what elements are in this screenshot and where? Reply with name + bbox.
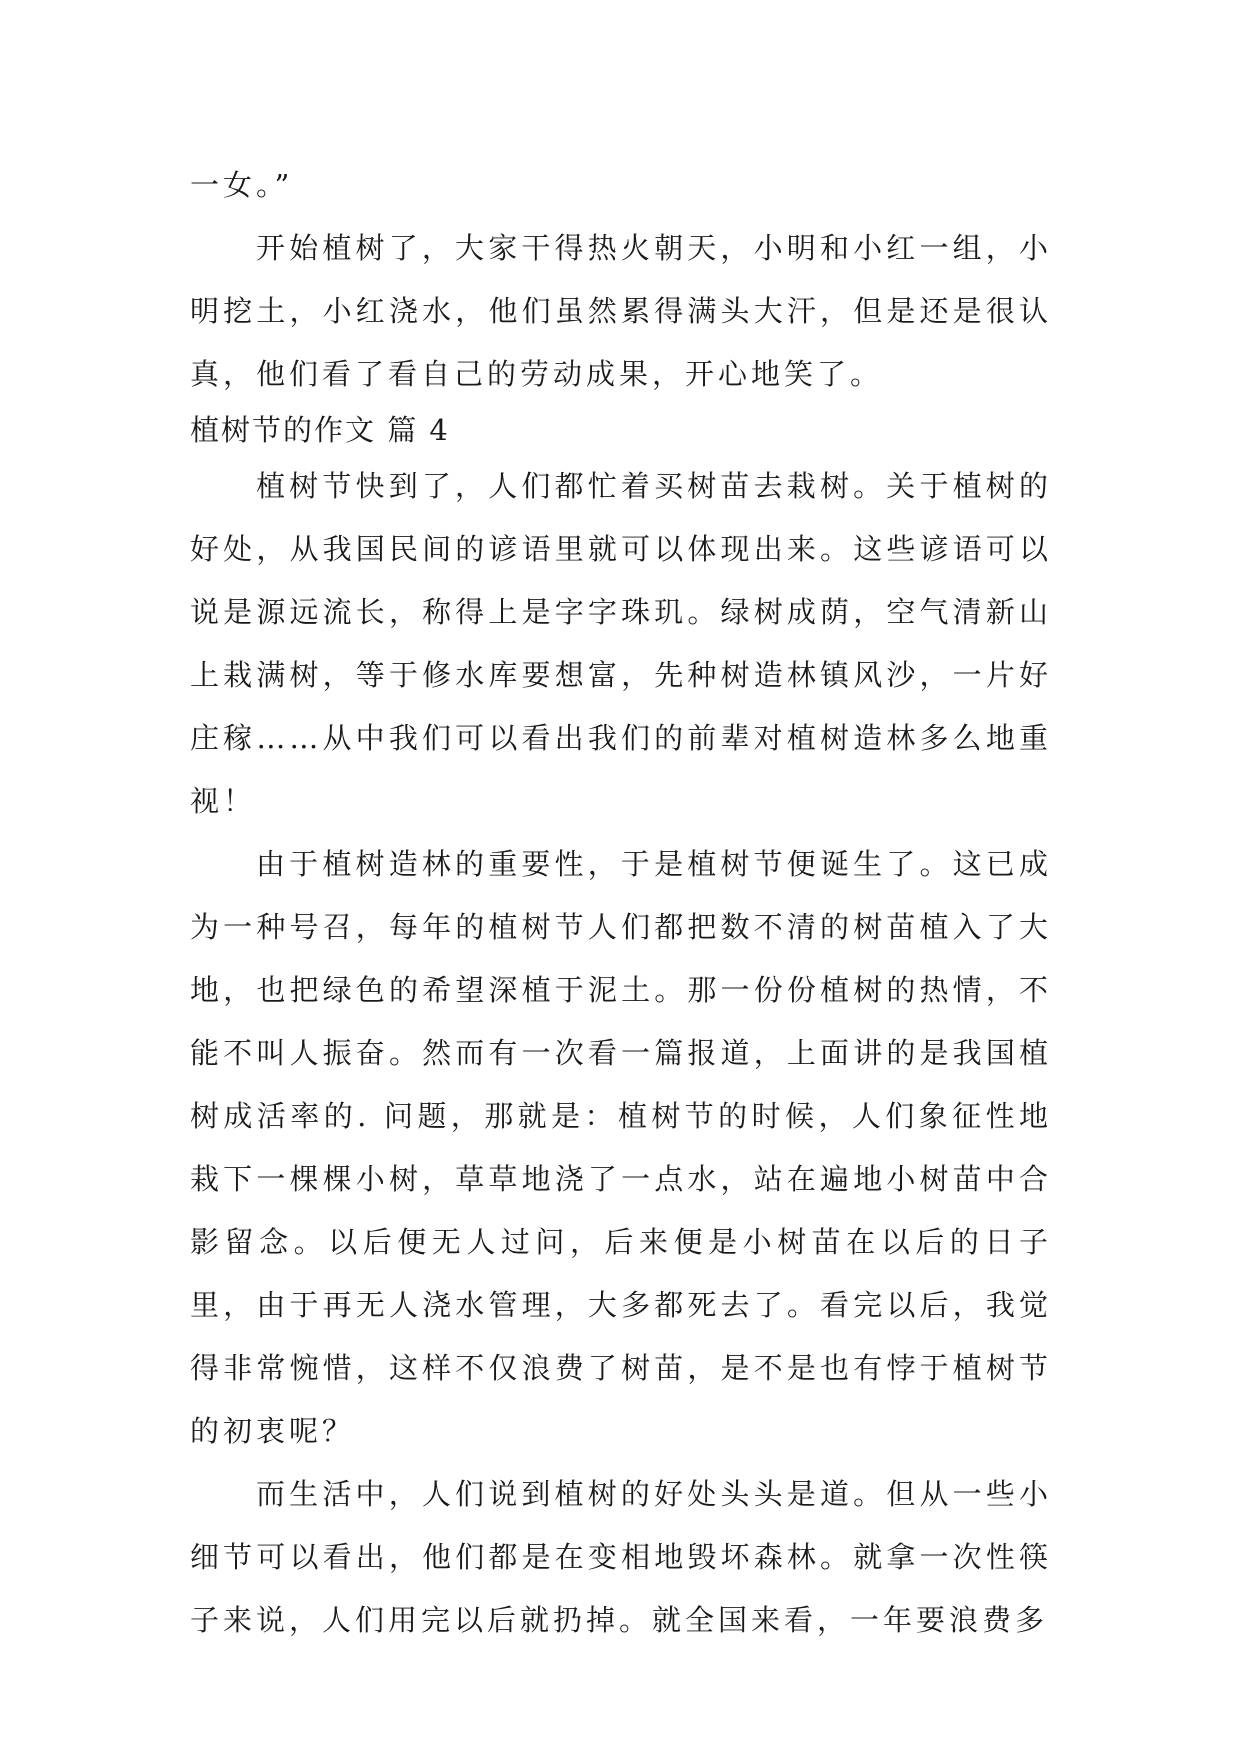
paragraph: 开始植树了，大家干得热火朝天，小明和小红一组，小明挖土，小红浇水，他们虽然累得满头大汗，但是还是很认真，他们看了看自己的劳动成果，开心地笑了。 [190,231,1052,391]
document-body [190,154,1052,1652]
paragraph-continuation: 一女。” [190,168,294,202]
essay-heading: 植树节的作文 篇 4 [190,413,450,447]
paragraph: 由于植树造林的重要性，于是植树节便诞生了。这已成为一种号召，每年的植树节人们都把数不清的树苗植入了大地，也把绿色的希望深植于泥土。那一份份植树的热情，不能不叫人振奋。然而有一次看一篇报道，上面讲的是我国植树成活率的. 问题，那就是：植树节的时候，人们象征性地栽下一棵棵小树，草草地浇了一点水，站在遍地小树苗中合影留念。以后便无人过问，后来便是小树苗在以后的日子里，由于再无人浇水管理，大多都死去了。看完以后，我觉得非常惋惜，这样不仅浪费了树苗，是不是也有悖于植树节的初衷呢？ [190,847,1052,1448]
paragraph: 植树节快到了，人们都忙着买树苗去栽树。关于植树的好处，从我国民间的谚语里就可以体现出来。这些谚语可以说是源远流长，称得上是字字珠玑。绿树成荫，空气清新山上栽满树，等于修水库要想富，先种树造林镇风沙，一片好庄稼……从中我们可以看出我们的前辈对植树造林多么地重视！ [190,469,1052,818]
paragraph: 而生活中，人们说到植树的好处头头是道。但从一些小细节可以看出，他们都是在变相地毁坏森林。就拿一次性筷子来说，人们用完以后就扔掉。就全国来看，一年要浪费多 [190,1477,1052,1637]
